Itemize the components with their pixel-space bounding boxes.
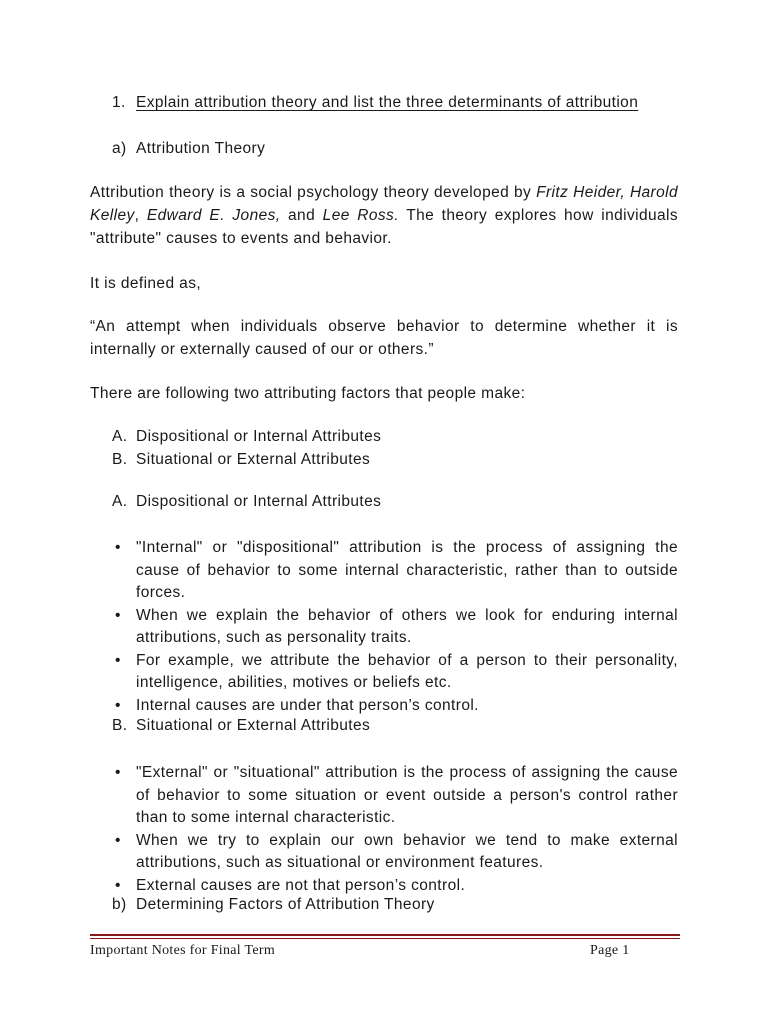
footer-rule-thin bbox=[90, 938, 680, 939]
situational-bullets bbox=[112, 762, 678, 897]
footer-rule-thick bbox=[90, 934, 680, 936]
intro-separator-2: and bbox=[280, 207, 323, 224]
dispositional-heading: A. Dispositional or Internal Attributes bbox=[112, 493, 382, 510]
bullet-icon: • bbox=[115, 606, 121, 624]
intro-paragraph bbox=[90, 181, 678, 250]
bullet-icon: • bbox=[115, 764, 121, 781]
list-item: • When we try to explain our own behavior we tend to make external attributions, such as situational or environment features. bbox=[115, 831, 678, 871]
footer-title: Important Notes for Final Term bbox=[90, 943, 276, 958]
bullet-icon: • bbox=[115, 831, 121, 849]
bullet-icon: • bbox=[115, 651, 121, 669]
list-item: • When we explain the behavior of others we look for enduring internal attributions, such as personality traits. bbox=[115, 606, 678, 646]
list-item: • For example, we attribute the behavior of a person to their personality, intelligence, abilities, motives or beliefs etc. bbox=[115, 651, 678, 691]
list-item: • External causes are not that person’s control. bbox=[112, 875, 678, 898]
section-a-heading bbox=[112, 140, 265, 158]
section-b-heading: b) Determining Factors of Attribution Theory bbox=[112, 896, 435, 913]
bullet-icon: • bbox=[115, 539, 121, 556]
factors-intro: There are following two attributing factors that people make: bbox=[90, 385, 526, 402]
bullet-icon: • bbox=[115, 696, 121, 714]
question-text: Explain attribution theory and list the three determinants of attribution bbox=[136, 94, 639, 111]
question-heading bbox=[112, 94, 638, 112]
section-a-title: Attribution Theory bbox=[136, 140, 266, 157]
definition-quote: “An attempt when individuals observe behavior to determine whether it is internally or externally caused of our or others.” bbox=[90, 318, 678, 358]
intro-separator-1: , bbox=[134, 207, 147, 224]
bullet-icon: • bbox=[115, 876, 121, 894]
question-number: 1. bbox=[112, 94, 126, 111]
intro-text-2: The theory explores how individuals "attribute" causes to events and behavior. bbox=[90, 207, 679, 247]
author-name-2: Edward E. Jones, bbox=[146, 207, 281, 224]
intro-text-1: Attribution theory is a social psychology theory developed by bbox=[90, 184, 537, 201]
list-item: • "External" or "situational" attribution is the process of assigning the cause of behavior to some situation or event outside a person's control rather than to some internal characteristic. bbox=[115, 764, 678, 826]
list-item: • Internal causes are under that person’s control. bbox=[112, 695, 678, 718]
section-a-marker: a) bbox=[112, 140, 127, 157]
author-name-1: Fritz Heider, Harold Kelley bbox=[90, 184, 679, 224]
page-number: Page 1 bbox=[590, 943, 630, 958]
factors-list bbox=[112, 425, 381, 471]
author-name-3: Lee Ross. bbox=[322, 207, 399, 224]
list-item: B. Situational or External Attributes bbox=[112, 451, 371, 468]
dispositional-bullets bbox=[112, 537, 678, 717]
list-item: • "Internal" or "dispositional" attribution is the process of assigning the cause of behavior to some internal characteristic, rather than to outside forces. bbox=[115, 539, 678, 601]
list-item: A. Dispositional or Internal Attributes bbox=[112, 428, 382, 445]
situational-heading: B. Situational or External Attributes bbox=[112, 717, 371, 734]
defined-as-text: It is defined as, bbox=[90, 275, 202, 292]
